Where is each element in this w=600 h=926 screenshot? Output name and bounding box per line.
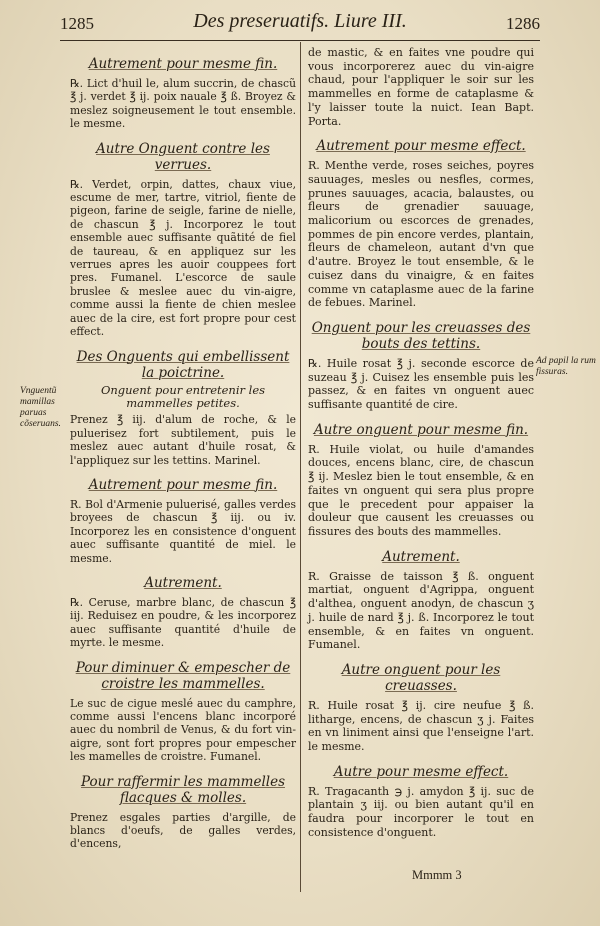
right-column (308, 46, 534, 846)
page-number-left: 1285 (60, 14, 94, 33)
section-heading: Autrement. (144, 574, 222, 591)
section-heading: Pour raffermir les mammelles flacques & molles. (81, 773, 285, 806)
section-text: R. Graisse de taisson ℥ ß. onguent martiat, onguent d'Agrippa, onguent d'althea, onguent anodyn, de chascun ʒ j. huile de nard ℥ j. ß. Incorporez le tout ensemble, & en faites vn onguent. Fumanel. (308, 569, 534, 652)
section-heading: Pour diminuer & empescher de croistre les mammelles. (75, 659, 291, 692)
section-heading: Autre onguent pour mesme fin. (313, 421, 529, 438)
section-heading: Autrement pour mesme fin. (88, 476, 278, 493)
column-divider (300, 42, 301, 892)
section-heading: Autre Onguent contre les verrues. (96, 140, 270, 173)
section-text: Prenez ℥ iij. d'alum de roche, & le puluerisez fort subtilement, puis le meslez auec autant d'huile rosat, & l'appliquez sur les tettins. Marinel. (70, 413, 296, 467)
section-heading: Autrement pour mesme fin. (88, 56, 278, 72)
section-text: R. Bol d'Armenie puluerisé, galles verdes broyees de chascun ℥ iij. ou iv. Incorporez les en consistence d'onguent auec suffisante quantité de miel. le mesme. (70, 497, 296, 565)
margin-note-right: Ad papil la rum fissuras. (536, 356, 596, 377)
section-heading: Onguent pour les creuasses des bouts des tettins. (311, 319, 531, 352)
section-text: ℞. Huile rosat ℥ j. seconde escorce de suzeau ℥ j. Cuisez les ensemble puis les passez, & en faites vn onguent auec suffisante quantité de cire. (308, 356, 534, 412)
chapter-heading: Des Onguents qui embellissent la poictrine. (76, 348, 290, 381)
section-heading: Autrement. (382, 548, 460, 565)
running-head (60, 10, 540, 40)
section-subheading: Onguent pour entretenir les mammelles petites. (100, 382, 266, 410)
catchword: Mmmm 3 (412, 868, 462, 882)
margin-note-left: Vnguentũ mamillas paruas cõseruans. (20, 386, 61, 429)
section-text: ℞. Ceruse, marbre blanc, de chascun ℥ iij. Reduisez en poudre, & les incorporez auec suffisante quantité d'huile de myrte. le mesme. (70, 595, 296, 650)
section-text: R. Menthe verde, roses seiches, poyres sauuages, mesles ou nesfles, cormes, prunes sauuages, acacia, balaustes, ou fleurs de grenadier sauuage, malicorium ou escorces de grenades, pommes de pin encore verdes, plantain, fleurs de chameleon, autant d'vn que d'autre. Broyez le tout ensemble, & le cuisez dans du vinaigre, & en faites comme vn cataplasme auec de la farine de febues. Marinel. (308, 159, 534, 310)
section-text: ℞. Lict d'huil le, alum succrin, de chascũ ℥ j. verdet ℥ ij. poix nauale ℥ ß. Broyez & meslez soigneusement le tout ensemble. le mesme. (70, 77, 296, 131)
header-rule (60, 40, 540, 41)
left-column (70, 46, 296, 857)
section-heading: Autre onguent pour les creuasses. (341, 661, 501, 694)
section-text: Prenez esgales parties d'argille, de blancs d'oeufs, de galles verdes, d'encens, (70, 810, 296, 851)
section-text: R. Huile violat, ou huile d'amandes douces, encens blanc, cire, de chascun ℥ ij. Meslez bien le tout ensemble, & en faites vn onguent qui sera plus propre que le precedent pour appaiser la douleur que causent les creuasses ou fissures des bouts des mammelles. (308, 442, 534, 538)
section-text: ℞. Verdet, orpin, dattes, chaux viue, escume de mer, tartre, vitriol, fiente de pigeon, farine de seigle, farine de nielle, de chascun ℥ j. Incorporez le tout ensemble auec suffisante quãtité de fiel de taureau, & en appliquez sur les verrues apres les auoir couppees fort pres. Fumanel. L'escorce de saule bruslee & meslee auec du vin-aigre, comme aussi la fiente de chien meslee auec de la cire, est fort propre pour cest effect. (70, 177, 296, 339)
section-text: R. Huile rosat ℥ ij. cire neufue ℥ ß. litharge, encens, de chascun ʒ j. Faites en vn liniment ainsi que l'enseigne l'art. le mesme. (308, 698, 534, 754)
running-title: Des preseruatifs. Liure III. (193, 10, 407, 32)
page-number-right: 1286 (506, 14, 540, 33)
section-heading: Autrement pour mesme effect. (316, 138, 526, 155)
section-text: Le suc de cigue meslé auec du camphre, comme aussi l'encens blanc incorporé auec du nombril de Venus, & du fort vin-aigre, sont fort propres pour empescher les mamelles de croistre. Fumanel. (70, 696, 296, 764)
section-text: R. Tragacanth ℈ j. amydon ℥ ij. suc de plantain ʒ iij. ou bien autant qu'il en faudra pour incorporer le tout en consistence d'onguent. (308, 784, 534, 839)
section-heading: Autre pour mesme effect. (333, 763, 509, 780)
section-text: de mastic, & en faites vne poudre qui vous incorporerez auec du vin-aigre chaud, pour l'appliquer le soir sur les mammelles en forme de cataplasme & l'y laisser toute la nuict. Iean Bapt. Porta. (308, 46, 534, 128)
